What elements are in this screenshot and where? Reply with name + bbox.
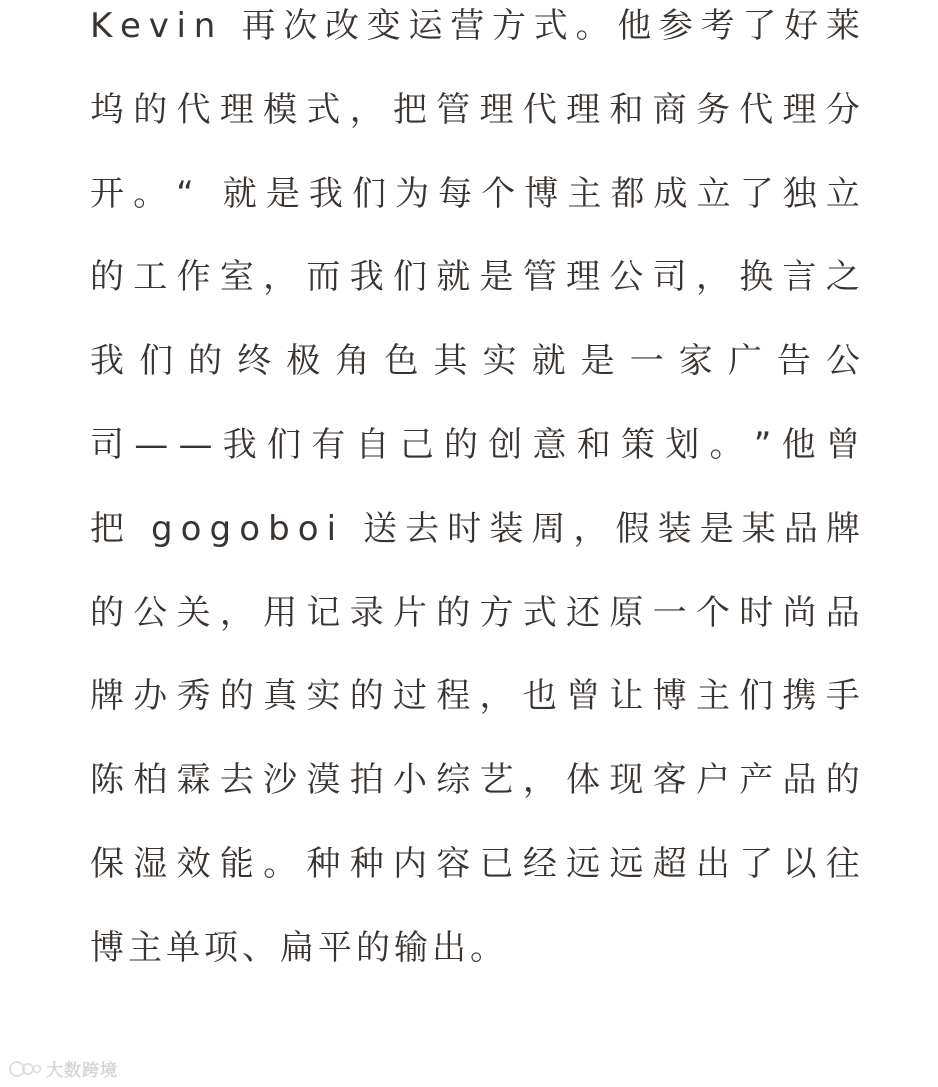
text-char: 主: [567, 173, 602, 214]
text-char: 品: [782, 760, 817, 801]
text-char: 出: [695, 843, 730, 884]
text-char: 程: [436, 676, 471, 717]
text-char: 公: [825, 341, 860, 382]
text-char: [132, 503, 143, 587]
text-char: 为: [395, 173, 430, 214]
text-char: ，: [349, 89, 384, 130]
text-char: 自: [355, 424, 390, 465]
text-char: 务: [695, 89, 730, 130]
text-char: 商: [652, 89, 687, 130]
text-char: ，: [573, 508, 608, 549]
text-char: ，: [219, 592, 254, 633]
article-body: [90, 0, 860, 1006]
text-char: 超: [652, 843, 687, 884]
text-char: 方: [479, 592, 514, 633]
text-line: 博主单项、扁平的输出。: [90, 927, 508, 968]
text-char: 管: [436, 89, 471, 130]
text-line: [90, 754, 860, 838]
text-char: 以: [782, 843, 817, 884]
text-char: 司: [652, 257, 687, 298]
text-char: 我: [222, 424, 257, 465]
text-char: 言: [782, 257, 817, 298]
text-char: 牌: [825, 508, 860, 549]
text-char: 容: [436, 843, 471, 884]
text-char: 内: [392, 843, 427, 884]
text-char: 保: [90, 843, 124, 884]
text-char: ，: [522, 760, 557, 801]
text-char: 色: [384, 341, 419, 382]
text-char: ，: [479, 676, 514, 717]
text-char: 式: [522, 592, 557, 633]
text-char: 曾: [566, 676, 601, 717]
text-char: 代: [522, 89, 557, 130]
text-char: 远: [609, 843, 644, 884]
text-char: o: [180, 508, 202, 549]
text-char: 个: [481, 173, 516, 214]
text-char: 记: [306, 592, 341, 633]
text-char: 考: [700, 6, 735, 46]
text-char: 们: [139, 341, 174, 382]
text-char: 综: [436, 760, 471, 801]
text-char: 艺: [479, 760, 514, 801]
text-char: 的: [349, 676, 384, 717]
text-char: 装: [489, 508, 524, 549]
text-char: 原: [609, 592, 644, 633]
text-char: 时: [447, 508, 482, 549]
text-char: 他: [617, 6, 652, 46]
text-char: 次: [283, 6, 318, 46]
text-char: 终: [237, 341, 272, 382]
text-char: 霖: [176, 760, 211, 801]
text-char: ，: [695, 257, 730, 298]
text-char: 室: [219, 257, 254, 298]
text-char: 经: [522, 843, 557, 884]
text-char: 。: [709, 424, 744, 465]
text-char: 分: [825, 89, 860, 130]
text-char: 实: [482, 341, 517, 382]
text-char: 办: [133, 676, 168, 717]
text-char: 个: [695, 592, 730, 633]
text-char: 秀: [176, 676, 211, 717]
text-char: 客: [652, 760, 687, 801]
text-char: 运: [408, 6, 443, 46]
text-char: [203, 168, 214, 252]
text-char: 式: [533, 6, 568, 46]
text-char: i: [176, 6, 186, 46]
text-char: 管: [522, 257, 557, 298]
text-char: 参: [658, 6, 693, 46]
text-char: 的: [825, 760, 860, 801]
text-char: 营: [450, 6, 485, 46]
text-char: 。: [133, 173, 168, 214]
text-line: [90, 587, 860, 671]
text-char: 的: [444, 424, 478, 465]
text-char: 周: [531, 508, 566, 549]
text-char: 己: [399, 424, 434, 465]
text-char: 的: [219, 676, 254, 717]
text-char: 其: [433, 341, 468, 382]
text-char: 曾: [825, 424, 860, 465]
text-char: 告: [776, 341, 811, 382]
text-line: [90, 419, 860, 503]
text-char: 和: [576, 424, 611, 465]
text-char: 实: [306, 676, 341, 717]
text-char: 还: [566, 592, 601, 633]
watermark-text: 大数跨境: [46, 1061, 118, 1081]
text-char: 小: [392, 760, 427, 801]
text-char: 的: [188, 341, 223, 382]
text-char: 能: [219, 843, 254, 884]
text-line: [90, 168, 860, 252]
text-line: [90, 0, 860, 84]
text-char: 改: [325, 6, 360, 46]
text-char: v: [148, 6, 169, 46]
text-char: 划: [665, 424, 700, 465]
text-char: 理: [566, 89, 601, 130]
text-char: 独: [782, 173, 817, 214]
text-char: 坞: [90, 89, 124, 130]
text-char: 沙: [263, 760, 298, 801]
text-char: o: [239, 508, 261, 549]
text-char: 和: [609, 89, 644, 130]
text-char: 湿: [133, 843, 168, 884]
text-char: —: [178, 424, 213, 465]
text-char: 理: [566, 257, 601, 298]
text-char: 也: [522, 676, 557, 717]
text-char: 变: [366, 6, 401, 46]
text-char: 我: [90, 341, 124, 382]
text-char: e: [120, 6, 141, 46]
text-char: 成: [653, 173, 688, 214]
text-line: [90, 670, 860, 754]
text-char: 模: [263, 89, 298, 130]
text-char: 的: [90, 257, 124, 298]
text-char: 角: [335, 341, 370, 382]
text-char: 工: [133, 257, 168, 298]
text-char: 。: [575, 6, 610, 46]
text-char: 立: [696, 173, 731, 214]
text-char: 关: [176, 592, 211, 633]
text-char: 博: [524, 173, 559, 214]
text-char: 都: [610, 173, 645, 214]
text-char: 之: [825, 257, 860, 298]
text-char: 就: [436, 257, 471, 298]
text-char: 理: [479, 89, 514, 130]
text-char: 录: [349, 592, 384, 633]
text-char: 手: [825, 676, 860, 717]
text-char: 再: [241, 6, 276, 46]
text-char: 家: [678, 341, 713, 382]
text-char: 每: [438, 173, 473, 214]
text-char: 去: [219, 760, 254, 801]
text-char: 一: [629, 341, 664, 382]
text-char: 好: [784, 6, 819, 46]
text-char: 用: [263, 592, 298, 633]
text-char: 的: [90, 592, 124, 633]
text-char: 是: [580, 341, 615, 382]
text-char: 品: [825, 592, 860, 633]
text-char: “: [176, 173, 194, 214]
text-char: 送: [363, 508, 398, 549]
text-char: 远: [566, 843, 601, 884]
text-line: [90, 503, 860, 587]
watermark: [8, 1056, 118, 1081]
text-char: g: [150, 508, 173, 549]
text-char: 是: [699, 508, 734, 549]
text-char: 产: [739, 760, 774, 801]
text-line: [90, 335, 860, 419]
text-char: 我: [308, 173, 343, 214]
text-char: 已: [479, 843, 514, 884]
text-char: ，: [263, 257, 298, 298]
text-char: 户: [695, 760, 730, 801]
text-char: 的: [133, 89, 168, 130]
text-char: 。: [263, 843, 298, 884]
text-char: 们: [351, 173, 386, 214]
text-char: 主: [695, 676, 730, 717]
text-char: 漠: [306, 760, 341, 801]
text-char: 意: [532, 424, 567, 465]
text-char: 陈: [90, 760, 124, 801]
text-char: 尚: [782, 592, 817, 633]
text-char: 品: [783, 508, 818, 549]
text-char: 了: [739, 173, 774, 214]
text-char: 理: [219, 89, 254, 130]
text-char: 拍: [349, 760, 384, 801]
text-char: [344, 503, 355, 587]
text-char: 是: [479, 257, 514, 298]
text-char: 某: [741, 508, 776, 549]
text-char: 把: [90, 508, 124, 549]
text-char: 开: [90, 173, 124, 214]
text-char: b: [268, 508, 290, 549]
text-char: 装: [657, 508, 692, 549]
text-line: [90, 84, 860, 168]
text-char: 种: [349, 843, 384, 884]
text-char: 们: [267, 424, 301, 465]
text-char: 柏: [133, 760, 168, 801]
text-char: 公: [133, 592, 168, 633]
text-char: 作: [176, 257, 211, 298]
text-char: 创: [488, 424, 523, 465]
text-char: 们: [739, 676, 774, 717]
text-char: 我: [349, 257, 384, 298]
text-char: 现: [609, 760, 644, 801]
text-char: 司: [90, 424, 124, 465]
text-char: 了: [739, 843, 774, 884]
text-char: 极: [286, 341, 321, 382]
text-char: o: [297, 508, 319, 549]
text-char: i: [326, 508, 337, 549]
watermark-logo-icon: [8, 1058, 42, 1080]
text-line: [90, 838, 860, 922]
text-char: 真: [263, 676, 298, 717]
text-char: 广: [727, 341, 762, 382]
text-char: 立: [825, 173, 860, 214]
text-char: 他: [781, 424, 816, 465]
text-char: 博: [652, 676, 687, 717]
text-char: 莱: [825, 6, 860, 46]
text-char: 假: [615, 508, 650, 549]
text-char: 代: [176, 89, 211, 130]
text-char: 方: [491, 6, 526, 46]
text-char: 理: [782, 89, 817, 130]
text-line: [90, 251, 860, 335]
text-char: K: [90, 6, 113, 46]
text-char: —: [134, 424, 169, 465]
text-char: g: [209, 508, 232, 549]
text-char: 牌: [90, 676, 124, 717]
text-char: 是: [265, 173, 300, 214]
text-char: 公: [609, 257, 644, 298]
text-char: 种: [306, 843, 341, 884]
text-char: 策: [621, 424, 655, 465]
text-char: 效: [176, 843, 211, 884]
text-char: 代: [739, 89, 774, 130]
text-char: 时: [739, 592, 774, 633]
text-char: 有: [311, 424, 346, 465]
text-char: 把: [392, 89, 427, 130]
text-char: 们: [392, 257, 427, 298]
text-char: 就: [222, 173, 257, 214]
text-char: 往: [825, 843, 860, 884]
text-char: n: [193, 6, 216, 46]
text-char: 片: [392, 592, 427, 633]
text-char: 了: [742, 6, 777, 46]
text-char: 换: [739, 257, 774, 298]
text-char: 一: [652, 592, 687, 633]
text-char: ”: [753, 424, 772, 465]
text-char: 而: [306, 257, 341, 298]
text-char: 去: [405, 508, 440, 549]
text-char: 式: [306, 89, 341, 130]
text-char: 体: [566, 760, 601, 801]
text-char: 的: [436, 592, 471, 633]
text-char: 让: [609, 676, 644, 717]
text-char: 过: [392, 676, 427, 717]
text-char: 就: [531, 341, 566, 382]
text-char: [223, 0, 234, 84]
text-char: 携: [782, 676, 817, 717]
